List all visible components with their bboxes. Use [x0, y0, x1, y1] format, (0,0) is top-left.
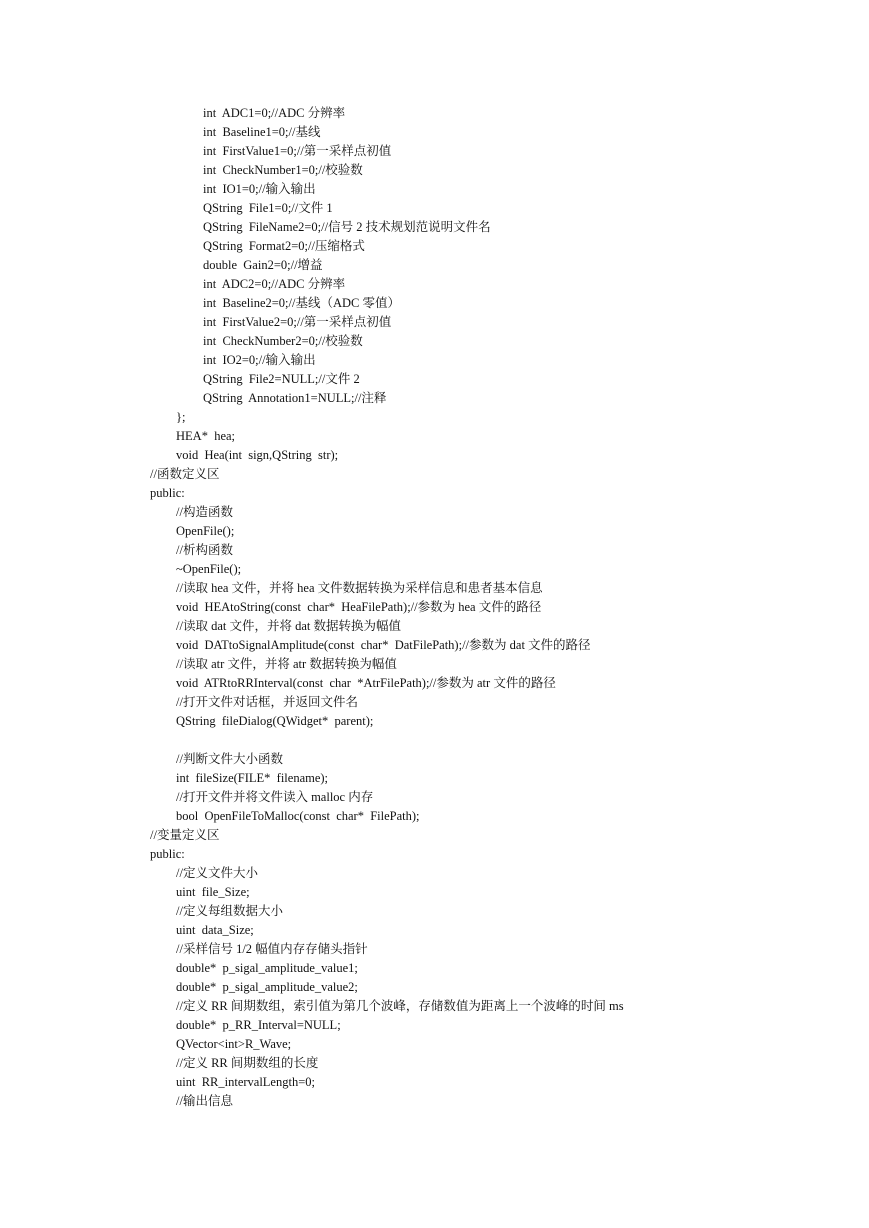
code-line: double* p_RR_Interval=NULL;	[176, 1018, 341, 1032]
code-line: public:	[150, 847, 185, 861]
code-line: void ATRtoRRInterval(const char *AtrFilePath);//参数为 atr 文件的路径	[176, 676, 556, 690]
code-line: int CheckNumber2=0;//校验数	[203, 334, 363, 348]
code-line: ~OpenFile();	[176, 562, 242, 576]
code-line: uint RR_intervalLength=0;	[176, 1075, 315, 1089]
code-comment-line: //变量定义区	[150, 828, 220, 842]
code-comment-line: //判断文件大小函数	[176, 752, 283, 766]
code-line: public:	[150, 486, 185, 500]
code-line: int CheckNumber1=0;//校验数	[203, 163, 363, 177]
code-line: int IO1=0;//输入输出	[203, 182, 316, 196]
blank-line	[0, 731, 869, 750]
code-line: int fileSize(FILE* filename);	[176, 771, 329, 785]
code-comment-line: //读取 hea 文件，并将 hea 文件数据转换为采样信息和患者基本信息	[176, 581, 543, 595]
code-line: int ADC2=0;//ADC 分辨率	[203, 277, 346, 291]
code-line: int Baseline1=0;//基线	[203, 125, 321, 139]
code-line: };	[176, 410, 186, 424]
code-line: HEA* hea;	[176, 429, 236, 443]
code-line: void HEAtoString(const char* HeaFilePath);//参数为 hea 文件的路径	[176, 600, 542, 614]
code-comment-line: //读取 atr 文件，并将 atr 数据转换为幅值	[176, 657, 397, 671]
code-listing	[0, 104, 869, 1111]
code-line: int Baseline2=0;//基线（ADC 零值）	[203, 296, 400, 310]
code-line: void DATtoSignalAmplitude(const char* DatFilePath);//参数为 dat 文件的路径	[176, 638, 591, 652]
code-comment-line: //构造函数	[176, 505, 233, 519]
code-line: OpenFile();	[176, 524, 235, 538]
code-comment-line: //定义文件大小	[176, 866, 258, 880]
code-line: bool OpenFileToMalloc(const char* FilePath);	[176, 809, 420, 823]
code-comment-line: //定义每组数据大小	[176, 904, 283, 918]
code-comment-line: //析构函数	[176, 543, 233, 557]
code-line: QString File1=0;//文件 1	[203, 201, 333, 215]
code-line: int FirstValue1=0;//第一采样点初值	[203, 144, 392, 158]
code-line: QString fileDialog(QWidget* parent);	[176, 714, 374, 728]
code-line: double Gain2=0;//增益	[203, 258, 323, 272]
code-comment-line: //打开文件并将文件读入 malloc 内存	[176, 790, 374, 804]
code-comment-line: //读取 dat 文件，并将 dat 数据转换为幅值	[176, 619, 401, 633]
code-line: int FirstValue2=0;//第一采样点初值	[203, 315, 392, 329]
code-line: uint file_Size;	[176, 885, 250, 899]
code-line: QString Annotation1=NULL;//注释	[203, 391, 387, 405]
code-comment-line: //定义 RR 间期数组，索引值为第几个波峰，存储数值为距离上一个波峰的时间 ms	[176, 999, 624, 1013]
code-line: uint data_Size;	[176, 923, 254, 937]
code-comment-line: //采样信号 1/2 幅值内存存储头指针	[176, 942, 368, 956]
code-line: int ADC1=0;//ADC 分辨率	[203, 106, 346, 120]
code-line: QString FileName2=0;//信号 2 技术规划范说明文件名	[203, 220, 491, 234]
code-line: QString Format2=0;//压缩格式	[203, 239, 365, 253]
code-line: double* p_sigal_amplitude_value2;	[176, 980, 358, 994]
code-line: QString File2=NULL;//文件 2	[203, 372, 360, 386]
code-line: QVector<int>R_Wave;	[176, 1037, 292, 1051]
code-comment-line: //定义 RR 间期数组的长度	[176, 1056, 319, 1070]
code-line: void Hea(int sign,QString str);	[176, 448, 339, 462]
code-line: double* p_sigal_amplitude_value1;	[176, 961, 358, 975]
code-comment-line: //输出信息	[176, 1094, 233, 1108]
code-comment-line: //打开文件对话框，并返回文件名	[176, 695, 358, 709]
code-comment-line: //函数定义区	[150, 467, 220, 481]
code-line: int IO2=0;//输入输出	[203, 353, 316, 367]
